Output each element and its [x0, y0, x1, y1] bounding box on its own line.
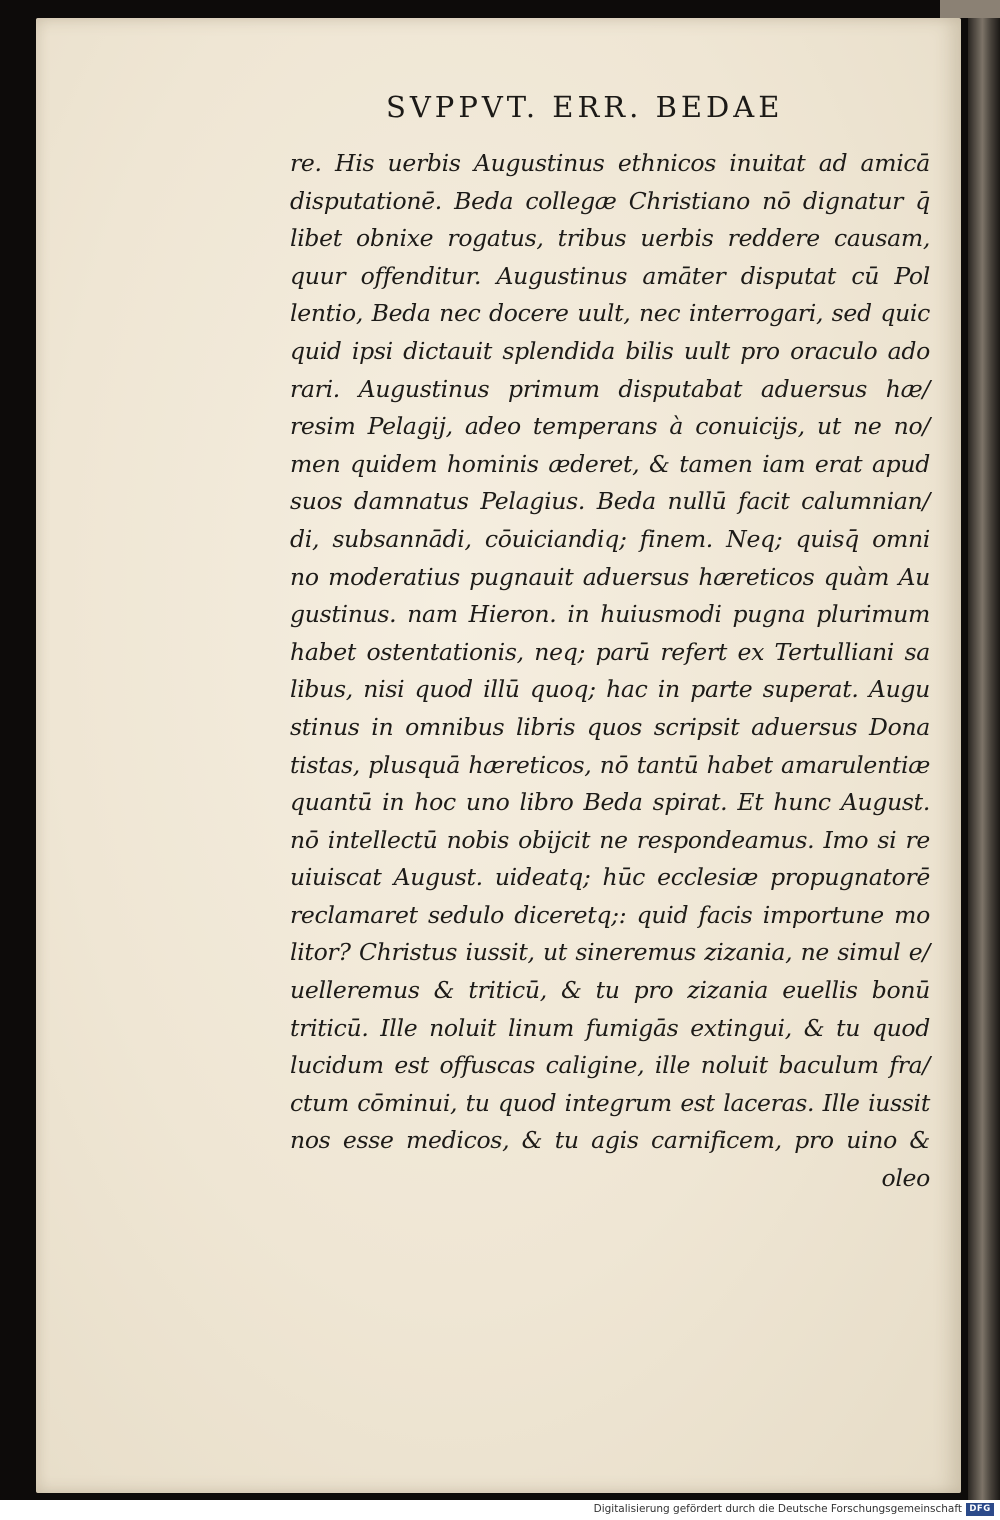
dfg-logo-icon: DFG: [966, 1503, 994, 1516]
text-line: lucidum est offuscas caligine, ille noluit baculum fra/: [290, 1051, 930, 1080]
text-line: reclamaret sedulo diceretq;: quid facis importune mo: [290, 900, 930, 929]
text-line: no moderatius pugnauit aduersus hæreticos quàm Au: [290, 562, 930, 591]
text-line: men quidem hominis æderet, & tamen iam erat apud: [290, 449, 930, 478]
text-line: uelleremus & triticū, & tu pro zizania euellis bonū: [290, 976, 930, 1005]
text-line: rari. Augustinus primum disputabat aduersus hæ/: [290, 374, 930, 403]
text-line: tistas, plusquā hæreticos, nō tantū habet amarulentiæ: [290, 750, 930, 779]
text-line: re. His uerbis Augustinus ethnicos inuitat ad amicā: [290, 149, 930, 177]
text-line: lentio, Beda nec docere uult, nec interrogari, sed quic: [290, 299, 930, 328]
text-line: triticū. Ille noluit linum fumigās extingui, & tu quod: [290, 1013, 930, 1042]
text-line: quantū in hoc uno libro Beda spirat. Et hunc August.: [290, 788, 930, 817]
text-line: libus, nisi quod illū quoq; hac in parte superat. Augu: [290, 675, 930, 704]
text-line: quid ipsi dictauit splendida bilis uult pro oraculo ado: [290, 336, 930, 365]
text-line: suos damnatus Pelagius. Beda nullū facit calumnian/: [290, 487, 930, 516]
text-line: uiuiscat August. uideatq; hūc ecclesiæ propugnatorē: [290, 863, 930, 892]
text-line: disputationē. Beda collegæ Christiano nō dignatur q̄: [290, 186, 930, 215]
text-line: resim Pelagij, adeo temperans à conuicijs, ut ne no/: [290, 412, 930, 441]
text-line: gustinus. nam Hieron. in huiusmodi pugna plurimum: [290, 600, 930, 629]
text-line: libet obnixe rogatus, tribus uerbis reddere causam,: [290, 224, 930, 253]
funding-credit: Digitalisierung gefördert durch die Deutsche Forschungsgemeinschaft: [593, 1503, 962, 1515]
text-line: quur offenditur. Augustinus amāter disputat cū Pol: [290, 261, 930, 290]
text-block: [290, 145, 930, 1198]
text-line: ctum cōminui, tu quod integrum est laceras. Ille iussit: [290, 1088, 930, 1117]
book-edge: [968, 0, 1000, 1500]
footer-bar: [0, 1500, 1000, 1520]
text-line: nō intellectū nobis obijcit ne respondeamus. Imo si re: [290, 825, 930, 854]
text-line: stinus in omnibus libris quos scripsit aduersus Dona: [290, 712, 930, 741]
book-edge-tab: [940, 0, 1000, 18]
text-line: litor? Christus iussit, ut sineremus zizania, ne simul e/: [290, 938, 930, 967]
catchword: oleo: [881, 1164, 930, 1193]
text-line: habet ostentationis, neq; parū refert ex Tertulliani sa: [290, 637, 930, 666]
text-line: di, subsannādi, cōuiciandiq; finem. Neq; quisq̄ omni: [290, 524, 930, 553]
running-head: SVPPVT. ERR. BEDAE: [386, 90, 784, 124]
text-line: nos esse medicos, & tu agis carnificem, pro uino &: [290, 1126, 930, 1155]
